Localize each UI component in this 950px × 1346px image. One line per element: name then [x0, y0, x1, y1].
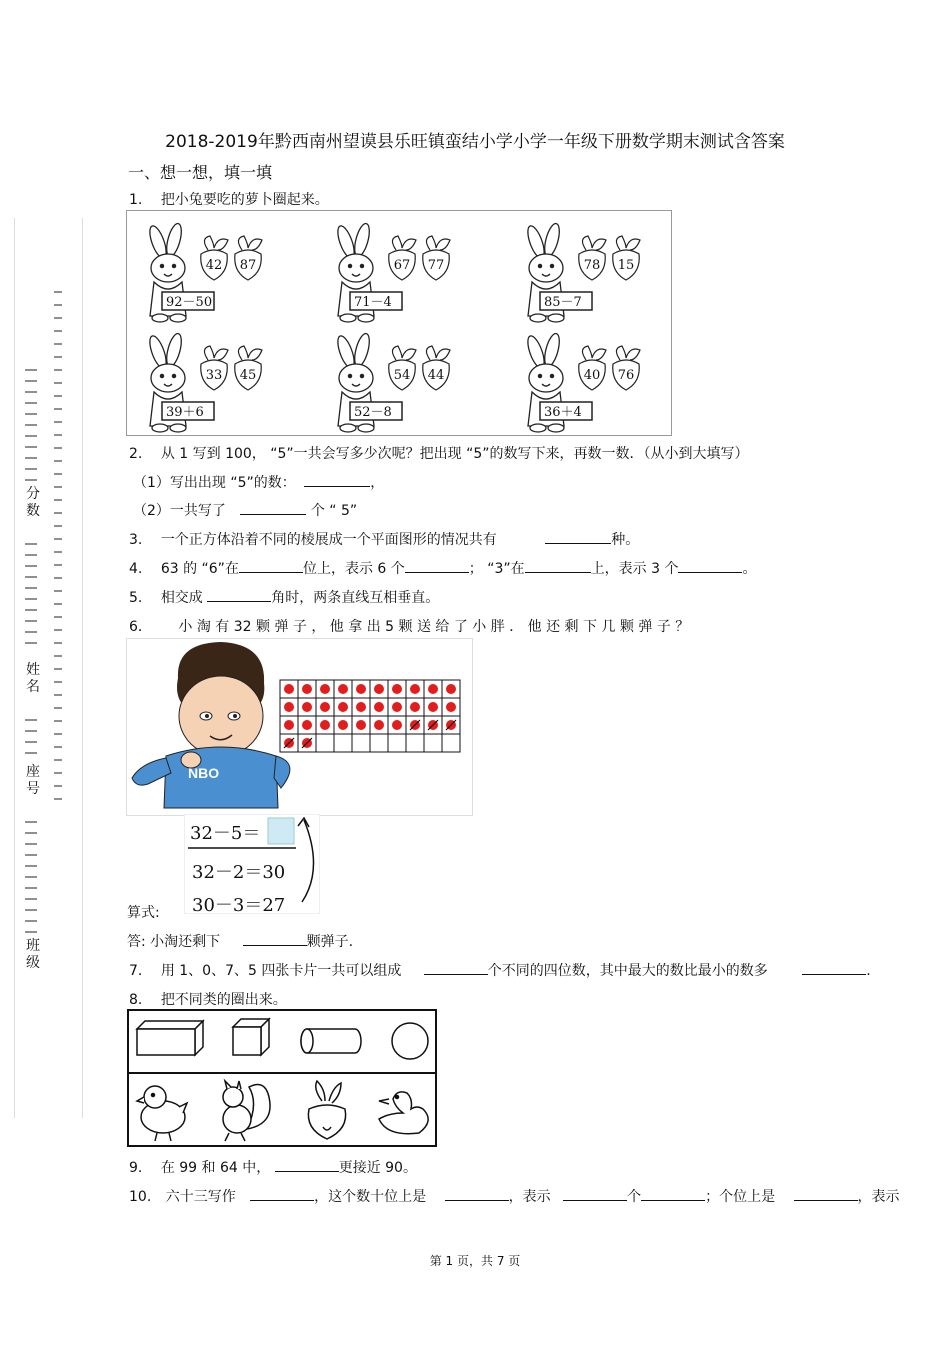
marble-dot	[446, 702, 456, 712]
question-9	[129, 1157, 417, 1177]
question-number: 4.	[129, 561, 143, 577]
question-number: 9.	[129, 1160, 143, 1176]
q5-text-b: 角时，两条直线互相垂直。	[271, 590, 440, 606]
q10-text-a: 六十三写作	[165, 1189, 236, 1205]
carrot-number: 40	[583, 368, 601, 383]
marble-dot	[320, 720, 330, 730]
answer-blank[interactable]	[641, 1186, 705, 1201]
carrot-number: 44	[427, 368, 445, 383]
cube-icon[interactable]	[233, 1019, 269, 1055]
question-7	[129, 960, 871, 980]
equation-step-1: 32－2＝30	[192, 862, 286, 883]
question-8	[129, 989, 287, 1009]
dash-column-left	[54, 290, 62, 810]
question-text: 把不同类的圈出来。	[160, 992, 287, 1008]
marble-dot	[302, 684, 312, 694]
answer-blank[interactable]	[794, 1186, 858, 1201]
question-text: 把小兔要吃的萝卜圈起来。	[160, 192, 329, 208]
grid-cell	[442, 734, 460, 752]
answer-blank[interactable]	[563, 1186, 627, 1201]
shirt-text: NBO	[188, 765, 220, 781]
marble-dot	[392, 702, 402, 712]
part-1-text: （1）写出出现 “5”的数：	[133, 475, 296, 491]
answer-text-a: 答: 小淘还剩下	[127, 934, 221, 950]
score-label: 分数	[26, 486, 40, 519]
q10-text-e: ；个位上是	[705, 1189, 776, 1205]
expression-card	[350, 402, 402, 420]
carrot-number: 87	[239, 258, 257, 273]
boy-marbles-figure	[126, 638, 473, 816]
question-3	[129, 529, 639, 549]
q7-text-b: 个不同的四位数，其中最大的数比最小的数多	[487, 963, 768, 979]
carrot-number: 54	[393, 368, 411, 383]
question-1	[129, 189, 329, 209]
page-footer: 第 1 页，共 7 页	[429, 1254, 521, 1268]
marble-dot	[374, 684, 384, 694]
question-number: 1.	[129, 192, 143, 208]
expression-card	[540, 292, 592, 310]
answer-box[interactable]	[268, 818, 294, 844]
marble-dot	[338, 702, 348, 712]
carrot-number: 67	[393, 258, 411, 273]
q7-text-a: 用 1、0、7、5 四张卡片一共可以组成	[160, 963, 402, 979]
expression-text: 92－50	[166, 295, 213, 310]
marble-dot	[302, 702, 312, 712]
carrot-number: 78	[583, 258, 601, 273]
q4-text-c: ； “3”在	[468, 561, 525, 577]
answer-blank[interactable]	[304, 472, 370, 487]
grid-cell	[406, 734, 424, 752]
grid-cell	[334, 734, 352, 752]
expression-card	[540, 402, 592, 420]
question-number: 3.	[129, 532, 143, 548]
question-number: 7.	[129, 963, 143, 979]
marble-grid	[280, 680, 460, 752]
seat-label: 座号	[26, 764, 40, 797]
question-text: 小 淘 有 32 颗 弹 子 ， 他 拿 出 5 颗 送 给 了 小 胖 ． 他 还 剩 下 几 颗 弹 子 ？	[178, 619, 690, 635]
marble-dot	[302, 720, 312, 730]
carrot-number: 42	[205, 258, 223, 273]
marble-dot	[338, 684, 348, 694]
q4-text-d: 上，表示 3 个	[590, 561, 679, 577]
question-4	[129, 558, 756, 578]
sphere-icon[interactable]	[392, 1023, 428, 1059]
part-2-text: （2）一共写了	[133, 503, 226, 519]
carrot-number: 15	[617, 258, 635, 273]
marble-dot	[410, 684, 420, 694]
equation-step-2: 30－3＝27	[192, 895, 286, 914]
marble-dot	[356, 720, 366, 730]
name-label: 姓名	[26, 662, 40, 695]
q4-text-b: 位上，表示 6 个	[302, 561, 405, 577]
expression-card	[162, 292, 214, 310]
carrot-number: 33	[205, 368, 223, 383]
marble-dot	[356, 702, 366, 712]
subtraction-method-figure	[184, 814, 320, 914]
marble-dot	[392, 720, 402, 730]
q10-text-d: 个	[627, 1189, 642, 1205]
marble-dot	[428, 702, 438, 712]
formula-label: 算式:	[127, 905, 160, 921]
q5-text-a: 相交成	[160, 590, 203, 606]
answer-blank[interactable]	[545, 529, 611, 544]
marble-dot	[284, 702, 294, 712]
marble-dot	[428, 684, 438, 694]
grid-cell	[352, 734, 370, 752]
part-1-end: ，	[370, 475, 385, 491]
expression-text: 36＋4	[544, 405, 582, 420]
carrot-number: 76	[617, 368, 635, 383]
grid-cell	[388, 734, 406, 752]
class-label: 班级	[26, 938, 40, 971]
question-number: 8.	[129, 992, 143, 1008]
question-6	[129, 616, 689, 636]
expression-text: 71－4	[354, 295, 392, 310]
expression-text: 85－7	[544, 295, 582, 310]
expression-card	[350, 292, 402, 310]
answer-blank[interactable]	[275, 1157, 339, 1172]
answer-blank[interactable]	[445, 1186, 509, 1201]
expression-text: 39＋6	[166, 405, 204, 420]
q10-text-c: ，表示	[508, 1189, 551, 1205]
answer-blank[interactable]	[243, 931, 307, 946]
marble-dot	[392, 684, 402, 694]
question-2-part-1	[133, 472, 384, 492]
grid-cell	[316, 734, 334, 752]
question-5	[129, 587, 439, 607]
q10-text-b: ，这个数十位上是	[314, 1189, 427, 1205]
equation-top: 32－5＝	[190, 823, 261, 844]
marble-dot	[374, 702, 384, 712]
q10-text-f: ，表示	[857, 1189, 900, 1205]
answer-text-b: 颗弹子.	[306, 934, 354, 950]
question-6-answer	[127, 931, 353, 951]
answer-blank[interactable]	[424, 960, 488, 975]
rabbit-carrot-figure	[126, 210, 672, 436]
question-number: 2.	[129, 446, 143, 462]
question-10	[129, 1186, 900, 1206]
marble-dot	[320, 702, 330, 712]
expression-text: 52－8	[354, 405, 392, 420]
page-title: 2018-2019年黔西南州望谟县乐旺镇蛮结小学小学一年级下册数学期末测试含答案	[165, 132, 785, 152]
answer-blank[interactable]	[678, 558, 742, 573]
q7-end: .	[866, 963, 871, 979]
answer-blank[interactable]	[207, 587, 271, 602]
marble-dot	[410, 702, 420, 712]
grid-cell	[424, 734, 442, 752]
question-number: 5.	[129, 590, 143, 606]
answer-blank[interactable]	[239, 558, 303, 573]
answer-blank[interactable]	[802, 960, 866, 975]
carrot-number: 45	[239, 368, 257, 383]
marble-dot	[356, 684, 366, 694]
answer-blank[interactable]	[250, 1186, 314, 1201]
marble-dot	[284, 720, 294, 730]
marble-dot	[446, 684, 456, 694]
question-number: 10.	[129, 1189, 152, 1205]
question-2	[129, 443, 749, 463]
answer-blank[interactable]	[405, 558, 469, 573]
marble-dot	[284, 684, 294, 694]
question-2-part-2	[133, 500, 357, 520]
part-2-end: 个 “ 5”	[310, 503, 358, 519]
cylinder-icon[interactable]	[301, 1029, 361, 1053]
marble-dot	[338, 720, 348, 730]
marble-dot	[374, 720, 384, 730]
expression-card	[162, 402, 214, 420]
q4-text-e: 。	[742, 561, 757, 577]
q9-text-a: 在 99 和 64 中，	[160, 1160, 271, 1176]
cuboid-icon[interactable]	[137, 1021, 203, 1055]
answer-blank[interactable]	[240, 500, 306, 515]
answer-blank[interactable]	[525, 558, 591, 573]
grid-cell	[370, 734, 388, 752]
question-text: 从 1 写到 100， “5”一共会写多少次呢？把出现 “5”的数写下来，再数一数．（从小到大填写）	[160, 446, 749, 462]
section-heading: 一、想一想，填一填	[128, 163, 273, 182]
question-end: 种。	[611, 532, 640, 548]
odd-one-out-figure	[127, 1009, 439, 1148]
marble-dot	[320, 684, 330, 694]
question-text: 一个正方体沿着不同的棱展成一个平面图形的情况共有	[160, 532, 497, 548]
q9-text-b: 更接近 90。	[338, 1160, 417, 1176]
q4-text-a: 63 的 “6”在	[160, 561, 239, 577]
carrot-number: 77	[427, 258, 445, 273]
question-number: 6．	[129, 619, 152, 635]
